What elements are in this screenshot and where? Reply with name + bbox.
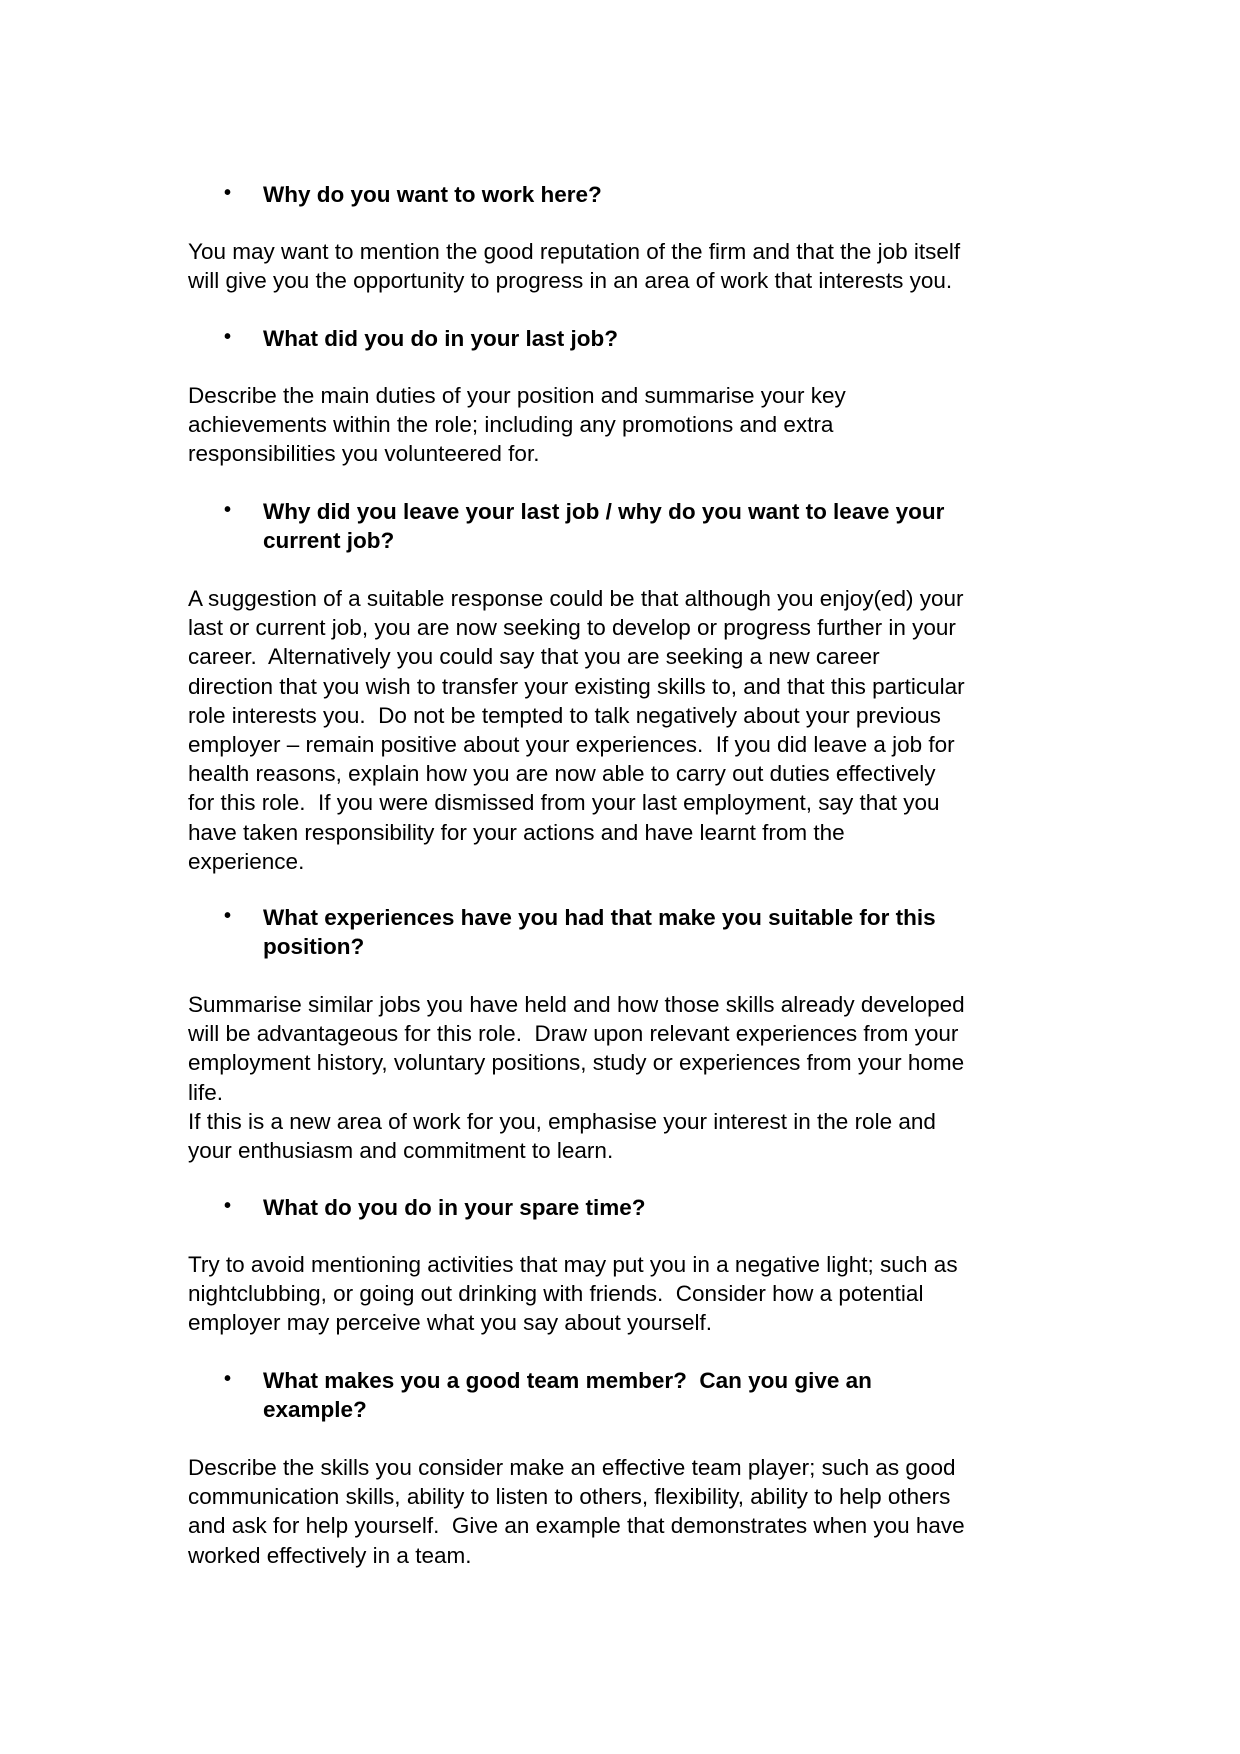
answer-line: and ask for help yourself. Give an example that demonstrates when you have	[188, 1513, 965, 1539]
answer-line: employer may perceive what you say about yourself.	[188, 1310, 713, 1336]
answer-line: Try to avoid mentioning activities that may put you in a negative light; such as	[188, 1252, 958, 1277]
question-line: current job?	[263, 528, 395, 554]
answer-paragraph	[188, 990, 1068, 1165]
bullet-icon: •	[224, 499, 232, 521]
bullet-icon: •	[224, 182, 232, 204]
question-line: What did you do in your last job?	[263, 326, 618, 351]
answer-line: role interests you. Do not be tempted to talk negatively about your previous	[188, 702, 941, 728]
answer-line: nightclubbing, or going out drinking with friends. Consider how a potential	[188, 1281, 924, 1307]
answer-line: life.	[188, 1079, 224, 1105]
answer-line: career. Alternatively you could say that you are seeking a new career	[188, 644, 880, 670]
answer-paragraph	[188, 584, 1068, 876]
answer-line: health reasons, explain how you are now able to carry out duties effectively	[188, 761, 936, 787]
question-line: example?	[263, 1397, 367, 1423]
question-line: Why did you leave your last job / why do you want to leave your	[263, 499, 945, 524]
question-line: Why do you want to work here?	[263, 182, 602, 207]
bullet-icon: •	[224, 1195, 232, 1217]
question-heading	[188, 324, 1068, 353]
answer-line: A suggestion of a suitable response could be that although you enjoy(ed) your	[188, 586, 964, 611]
answer-line: achievements within the role; including any promotions and extra	[188, 412, 834, 438]
bullet-icon: •	[224, 326, 232, 348]
answer-line: If this is a new area of work for you, emphasise your interest in the role and	[188, 1108, 936, 1134]
question-heading	[188, 1193, 1068, 1222]
question-line: What makes you a good team member? Can you give an	[263, 1368, 872, 1393]
answer-line: Describe the skills you consider make an effective team player; such as good	[188, 1455, 956, 1480]
answer-line: Describe the main duties of your position and summarise your key	[188, 383, 846, 408]
answer-paragraph	[188, 237, 1068, 295]
answer-line: have taken responsibility for your actions and have learnt from the	[188, 819, 845, 845]
bullet-icon: •	[224, 905, 232, 927]
answer-paragraph	[188, 1250, 1068, 1338]
answer-line: Summarise similar jobs you have held and how those skills already developed	[188, 992, 965, 1017]
answer-line: will be advantageous for this role. Draw upon relevant experiences from your	[188, 1021, 959, 1047]
answer-line: direction that you wish to transfer your existing skills to, and that this particular	[188, 673, 965, 699]
answer-line: You may want to mention the good reputation of the firm and that the job itself	[188, 239, 961, 264]
question-heading	[188, 497, 1068, 555]
question-heading	[188, 1366, 1068, 1424]
answer-line: employer – remain positive about your experiences. If you did leave a job for	[188, 732, 955, 758]
answer-line: will give you the opportunity to progress in an area of work that interests you.	[188, 268, 953, 294]
answer-line: last or current job, you are now seeking to develop or progress further in your	[188, 615, 956, 641]
bullet-icon: •	[224, 1368, 232, 1390]
question-heading	[188, 180, 1068, 209]
answer-line: your enthusiasm and commitment to learn.	[188, 1138, 614, 1164]
question-line: What experiences have you had that make you suitable for this	[263, 905, 936, 930]
answer-paragraph	[188, 1453, 1068, 1570]
question-heading	[188, 903, 1068, 961]
answer-line: worked effectively in a team.	[188, 1542, 472, 1568]
answer-line: experience.	[188, 848, 305, 874]
question-line: What do you do in your spare time?	[263, 1195, 646, 1220]
answer-line: responsibilities you volunteered for.	[188, 441, 540, 467]
answer-paragraph	[188, 381, 1068, 469]
answer-line: for this role. If you were dismissed from your last employment, say that you	[188, 790, 940, 816]
question-line: position?	[263, 934, 365, 960]
answer-line: communication skills, ability to listen to others, flexibility, ability to help others	[188, 1484, 951, 1510]
answer-line: employment history, voluntary positions, study or experiences from your home	[188, 1050, 965, 1076]
